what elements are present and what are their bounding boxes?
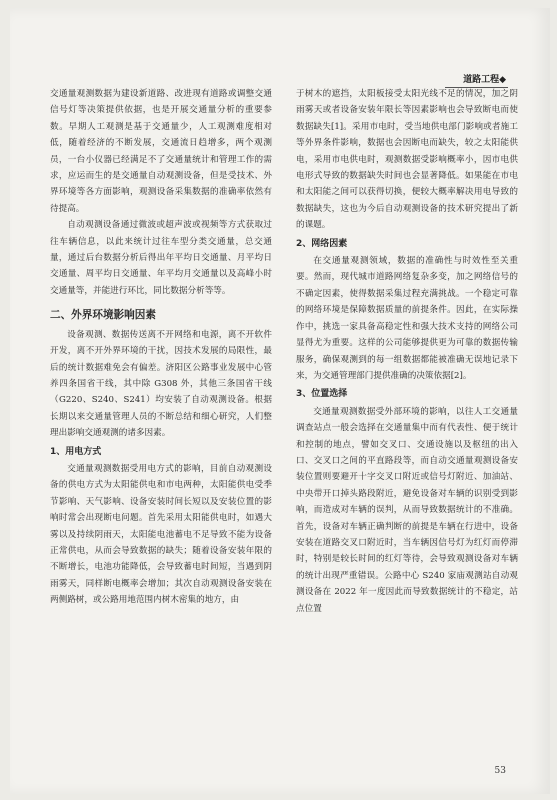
paragraph: 交通量观测数据受用电方式的影响，目前自动观测设备的供电方式为太阳能供电和市电两种，太阳能供电受季节影响、天气影响、设备安装时间长短以及安装位置的影响时常会出现断电问题。首先采用太阳能供电时，如遇大雾以及持续阴雨天，太阳能电池蓄电不足导致不能为设备正常供电，从而会导致数据的缺失；随着设备安装年限的不断增长，电池功能降低，会导致蓄电时间短，当遇到阴雨雾天，同样断电概率会增加；其次自动观测设备安装在两侧路树，或公路用地范围内树木密集的地方，由 xyxy=(50,463,272,606)
page-number: 53 xyxy=(494,766,506,776)
paragraph: 自动观测设备通过微波或超声波或视频等方式获取过往车辆信息，以此来统计过往车型分类交通量，总交通量，通过后台数据分析后得出年平均日交通量、月平均日交通量、周平均日交通量、年平均月交通量以及高峰小时交通量等，并能进行环比，同比数据分析等等。 xyxy=(50,220,272,296)
paragraph: 在交通量观测领域，数据的准确性与时效性至关重要。然而，现代城市道路网络复杂多变，加之网络信号的不确定因素，使得数据采集过程充满挑战。一个稳定可靠的网络环境是保障数据质量的前提条件。因此，在实际操作中，挑选一家具备高稳定性和强大技术支持的网络公司显得尤为重要。这样的公司能够提供更为可靠的数据传输服务，确保观测到的每一组数据都能被准确无误地记录下来，为交通管理部门提供准确的决策依据[2]。 xyxy=(296,256,518,381)
paragraph: 于树木的遮挡，太阳板接受太阳光线不足的情况，加之阴雨雾天或者设备安装年限长等因素影响也会导致断电而使数据缺失[1]。采用市电时，受当地供电部门影响或者施工等外界条件影响，数据也会因断电而缺失，较之太阳能供电，采用市电供电时，观测数据受影响概率小，因市电供电形式导致的数据缺失时间也会显著降低。如果能在市电和太阳能之间可以获得切换，便较大概率解决用电导致的数据缺失，这也为今后自动观测设备的技术研究提出了新的课题。 xyxy=(296,89,518,231)
right-column xyxy=(296,86,518,617)
subsection-heading: 1、用电方式 xyxy=(50,446,102,457)
section-header: 道路工程◆ xyxy=(445,72,508,88)
section-heading: 二、外界环境影响因素 xyxy=(50,309,156,322)
paragraph: 设备观测、数据传送离不开网络和电源，离不开软件开发，离不开外界环境的干扰，因技术发展的局限性，最后的统计数据难免会有偏差。济阳区公路事业发展中心管养四条国省干线，其中除 G308 外，其他三条国省干线（G220、S240、S241）均安装了自动观测设备。根据长期以来交通量管理人员的不断总结和细心研究，人们整理出影响交通观测的诸多因素。 xyxy=(50,329,272,439)
paragraph: 交通量观测数据受外部环境的影响，以往人工交通量调查站点一般会选择在交通量集中而有代表性、便于统计和控制的地点，譬如交叉口、交通设施以及枢纽的出入口、交叉口之间的平直路段等，而自动交通量观测设备安装位置则要避开十字交叉口附近或信号灯附近、加油站、中央带开口掉头路段附近，避免设备对车辆的识别受到影响，而造成对车辆的误判，从而导致数据统计的不准确。首先，设备对车辆正确判断的前提是车辆在行进中，设备安装在道路交叉口附近时，当车辆因信号灯为红灯而停滞时，特别是较长时间的红灯等待，会导致观测设备对车辆的统计出现严重错误。公路中心 S240 家庙观测站自动观测设备在 2022 年一度因此而导致数据统计的不稳定，站点位置 xyxy=(296,406,518,614)
subsection-heading: 2、网络因素 xyxy=(296,238,348,249)
document-page xyxy=(10,8,550,794)
paragraph: 交通量观测数据为建设新道路、改进现有道路或调整交通信号灯等决策提供依据，也是开展交通量分析的重要参数。早期人工观测是基于交通量少，人工观测难度相对低，随着经济的不断发展，交通流日趋增多，两个观测员，一台小仪器已经满足不了交通量统计和管理工作的需求，应运而生的是交通量自动观测设备，但是受技术、外界环境等各方面影响，观测设备采集数据的准确率依然有待提高。 xyxy=(50,89,272,214)
left-column xyxy=(50,86,272,609)
subsection-heading: 3、位置选择 xyxy=(296,389,348,400)
